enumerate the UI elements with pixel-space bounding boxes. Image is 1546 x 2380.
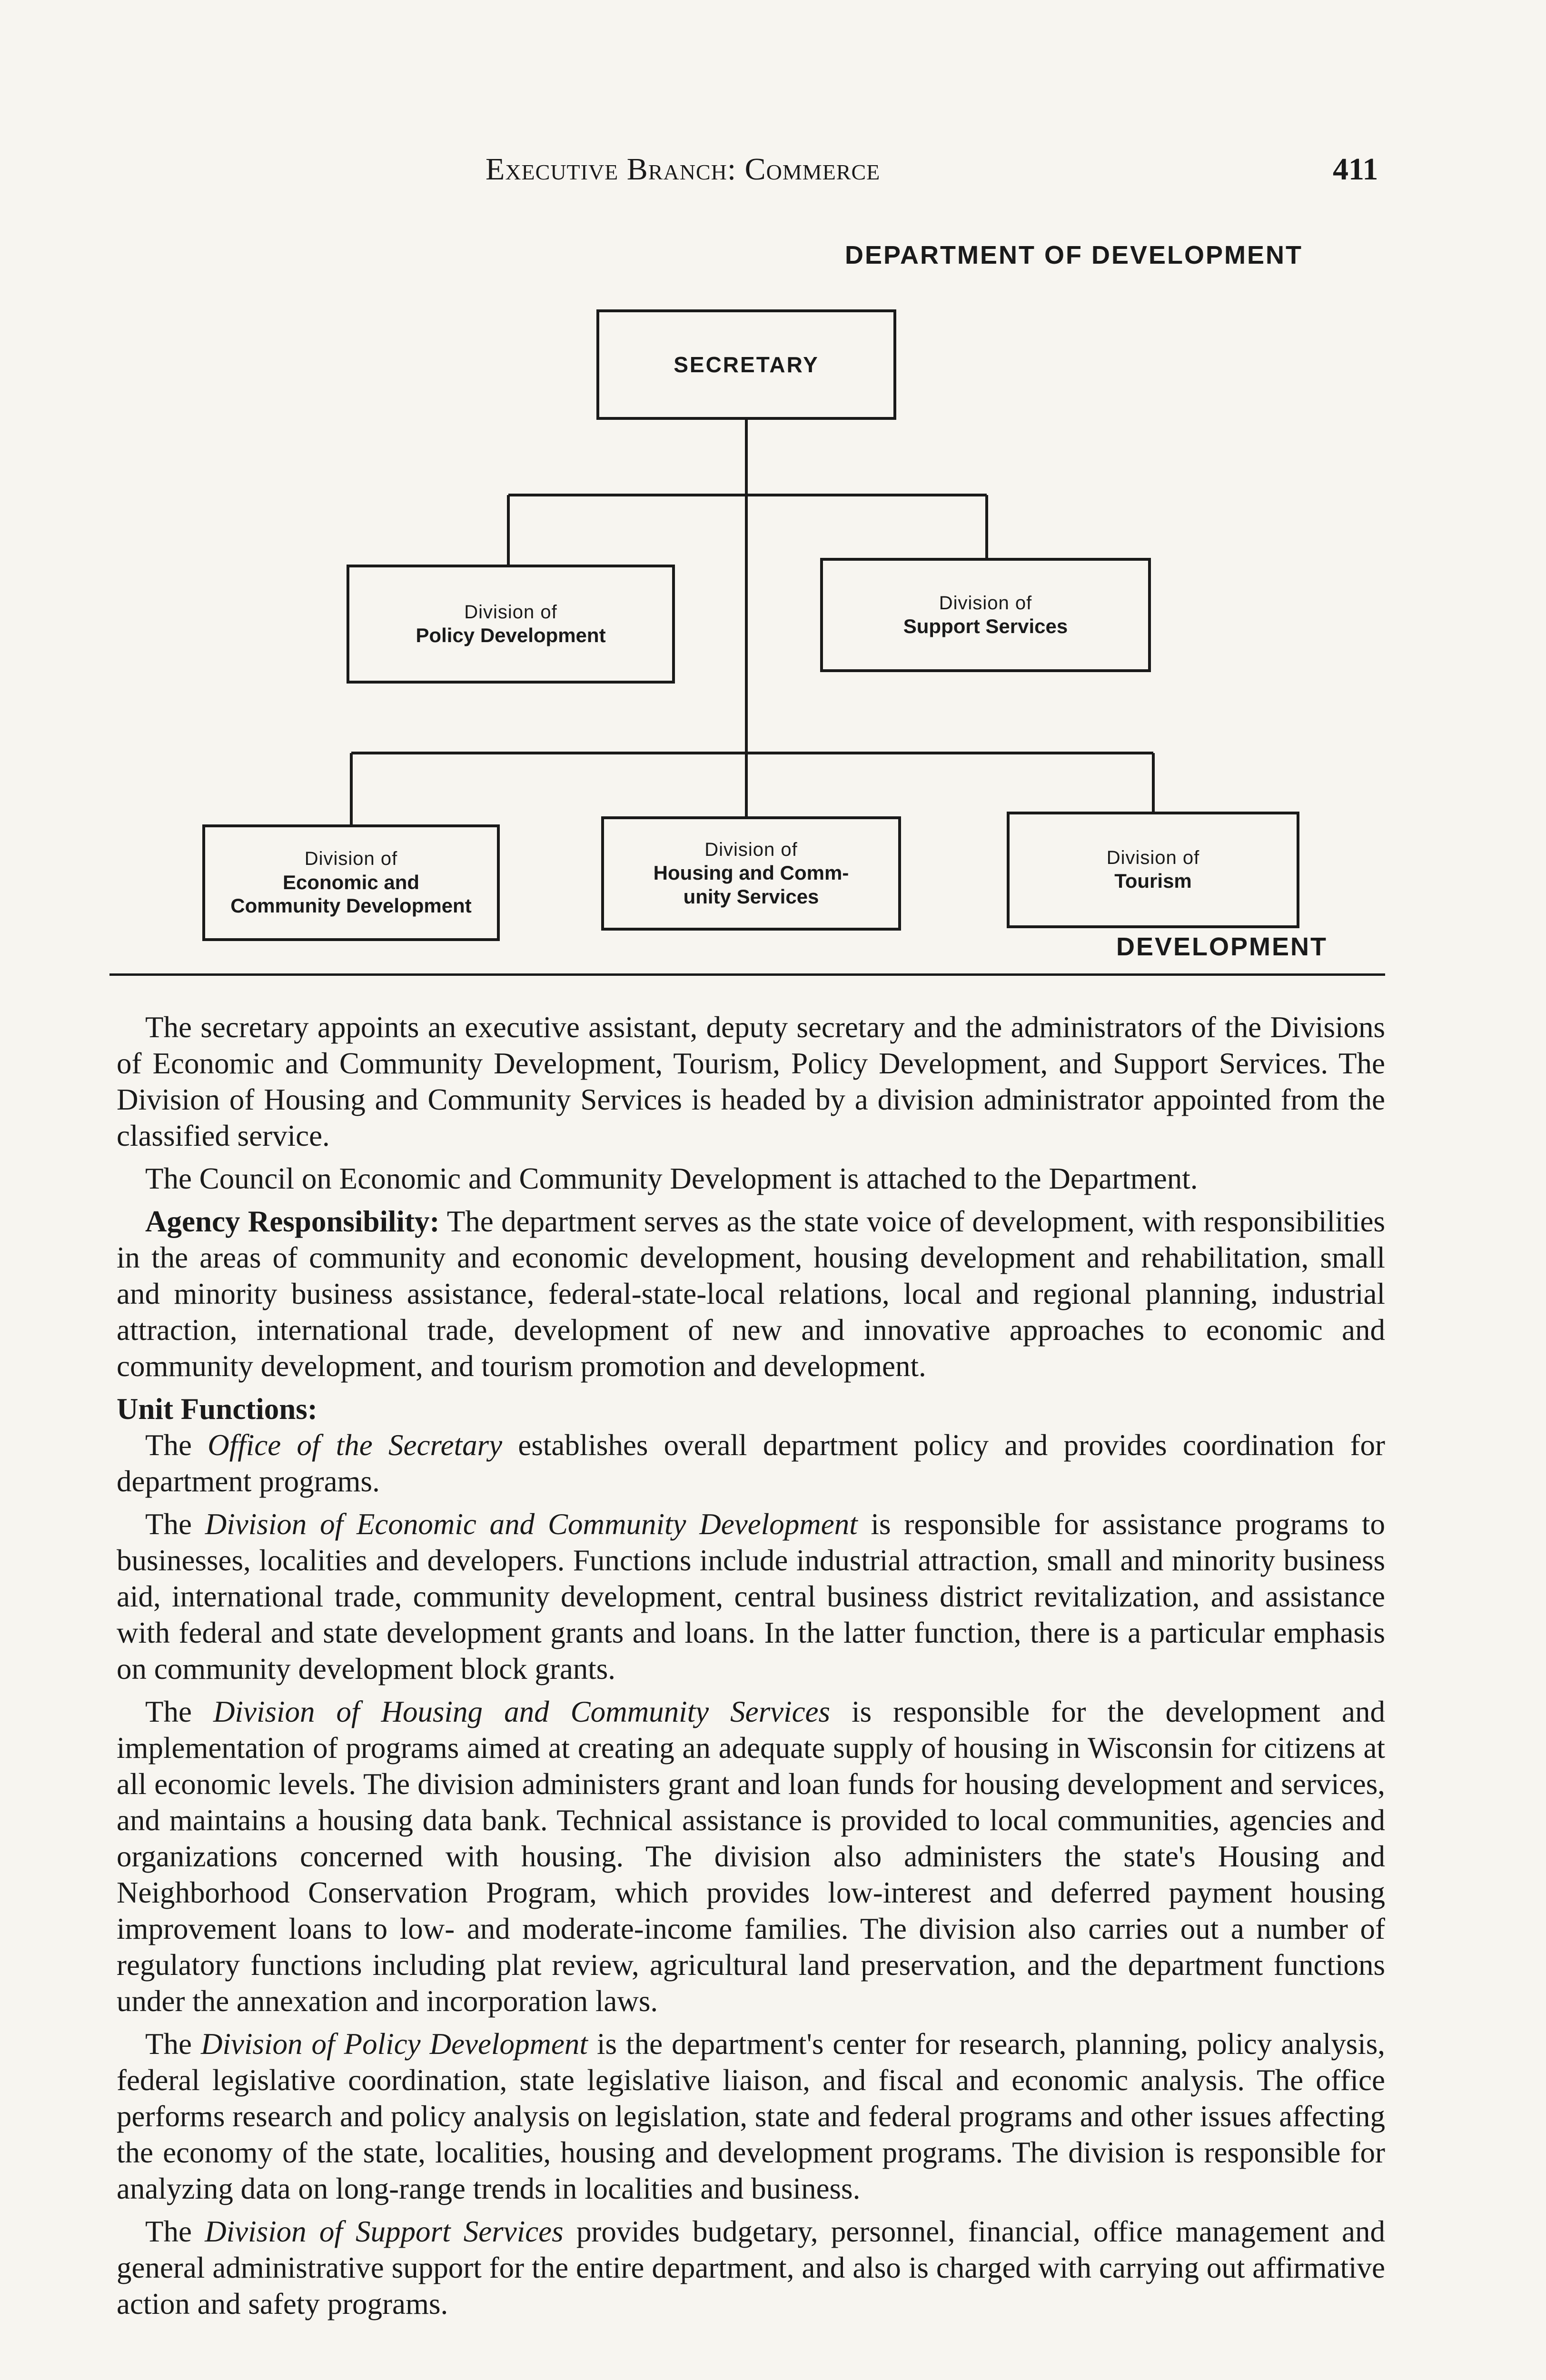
support-line2: Support Services bbox=[903, 615, 1068, 637]
unit-functions-label: Unit Functions: bbox=[117, 1392, 317, 1426]
policy-line1: Division of bbox=[464, 601, 557, 623]
support-text: provides budgetary, personnel, financial, office management and general administrative support for the entire department, and also is charged with carrying out affirmative action and safety programs. bbox=[117, 2215, 1385, 2320]
housing-prefix: The bbox=[145, 1695, 213, 1728]
policy-line2: Policy Development bbox=[416, 624, 606, 646]
housing-line3: unity Services bbox=[683, 885, 819, 908]
chart-footer: DEVELOPMENT bbox=[1116, 932, 1328, 961]
paragraph-support-division bbox=[117, 2213, 1385, 2322]
policy-name: Division of Policy Development bbox=[201, 2027, 588, 2061]
tourism-line1: Division of bbox=[1106, 847, 1200, 869]
economic-line1: Division of bbox=[304, 848, 398, 870]
housing-name: Division of Housing and Community Services bbox=[213, 1695, 831, 1728]
economic-name: Division of Economic and Community Development bbox=[205, 1507, 858, 1541]
page-number: 411 bbox=[1333, 152, 1378, 187]
secretary-name: Office of the Secretary bbox=[208, 1428, 503, 1462]
agency-responsibility-label: Agency Responsibility: bbox=[145, 1205, 440, 1238]
tourism-line2: Tourism bbox=[1114, 870, 1192, 892]
tourism-box bbox=[1007, 812, 1299, 928]
housing-line2: Housing and Comm- bbox=[653, 862, 849, 884]
secretary-prefix: The bbox=[145, 1428, 208, 1462]
economic-line3: Community Development bbox=[230, 894, 472, 917]
secretary-text: establishes overall department policy and provides coordination for department programs. bbox=[117, 1428, 1385, 1498]
support-services-box bbox=[820, 558, 1151, 672]
secretary-label: SECRETARY bbox=[674, 352, 819, 377]
paragraph-economic-division bbox=[117, 1506, 1385, 1687]
policy-text: is the department's center for research, planning, policy analysis, federal legislative coordination, state legislative liaison, and fiscal and economic analysis. The office performs research and policy analysis on legislation, state and federal programs and other issues affecting the economy of the state, localities, housing and development programs. The division is responsible for analyzing data on long-range trends in localities and business. bbox=[117, 2027, 1386, 2205]
paragraph-office-secretary bbox=[117, 1427, 1385, 1499]
body-text bbox=[117, 1009, 1385, 2329]
economic-community-development-box bbox=[202, 824, 500, 941]
paragraph-appointments: The secretary appoints an executive assistant, deputy secretary and the administrators of the Divisions of Economic and Community Development, Tourism, Policy Development, and Support Services. The Division of Housing and Community Services is headed by a division administrator appointed from the classified service. bbox=[117, 1011, 1385, 1152]
support-line1: Division of bbox=[939, 592, 1032, 614]
chart-title: DEPARTMENT OF DEVELOPMENT bbox=[845, 241, 1303, 269]
policy-prefix: The bbox=[145, 2027, 201, 2061]
agency-responsibility-text: The department serves as the state voice of development, with responsibilities in the areas of community and economic development, housing development and rehabilitation, small and minority business assistance, federal-state-local relations, local and regional planning, industrial attraction, international trade, development of new and innovative approaches to economic and community development, and tourism promotion and development. bbox=[117, 1205, 1385, 1383]
paragraph-policy-division bbox=[117, 2026, 1385, 2207]
secretary-box bbox=[596, 309, 896, 420]
policy-development-box bbox=[347, 565, 675, 684]
economic-text: is responsible for assistance programs to businesses, localities and developers. Functions include industrial attraction, small and minority business aid, international trade, community development, central business district revitalization, and assistance with federal and state development grants and loans. In the latter function, there is a particular emphasis on community development block grants. bbox=[117, 1507, 1385, 1686]
economic-prefix: The bbox=[145, 1507, 205, 1541]
support-prefix: The bbox=[145, 2215, 205, 2248]
paragraph-agency-responsibility bbox=[117, 1203, 1385, 1384]
housing-line1: Division of bbox=[704, 839, 798, 860]
housing-community-services-box bbox=[601, 816, 901, 931]
paragraph-housing-division bbox=[117, 1694, 1385, 2019]
economic-line2: Economic and bbox=[282, 871, 420, 893]
support-name: Division of Support Services bbox=[205, 2215, 564, 2248]
paragraph-council: The Council on Economic and Community Development is attached to the Department. bbox=[145, 1162, 1198, 1195]
running-head: Executive Branch: Commerce bbox=[486, 152, 881, 187]
section-divider bbox=[109, 973, 1385, 976]
housing-text: is responsible for the development and implementation of programs aimed at creating an adequate supply of housing in Wisconsin for citizens at all economic levels. The division administers grant and loan funds for housing development and services, and maintains a housing data bank. Technical assistance is provided to local communities, agencies and organizations concerned with housing. The division also administers the state's Housing and Neighborhood Conservation Program, which provides low-interest and deferred payment housing improvement loans to low- and moderate-income families. The division also carries out a number of regulatory functions including plat review, agricultural land preservation, and the department functions under the annexation and incorporation laws. bbox=[117, 1695, 1385, 2018]
unit-functions-heading bbox=[117, 1391, 1385, 1427]
